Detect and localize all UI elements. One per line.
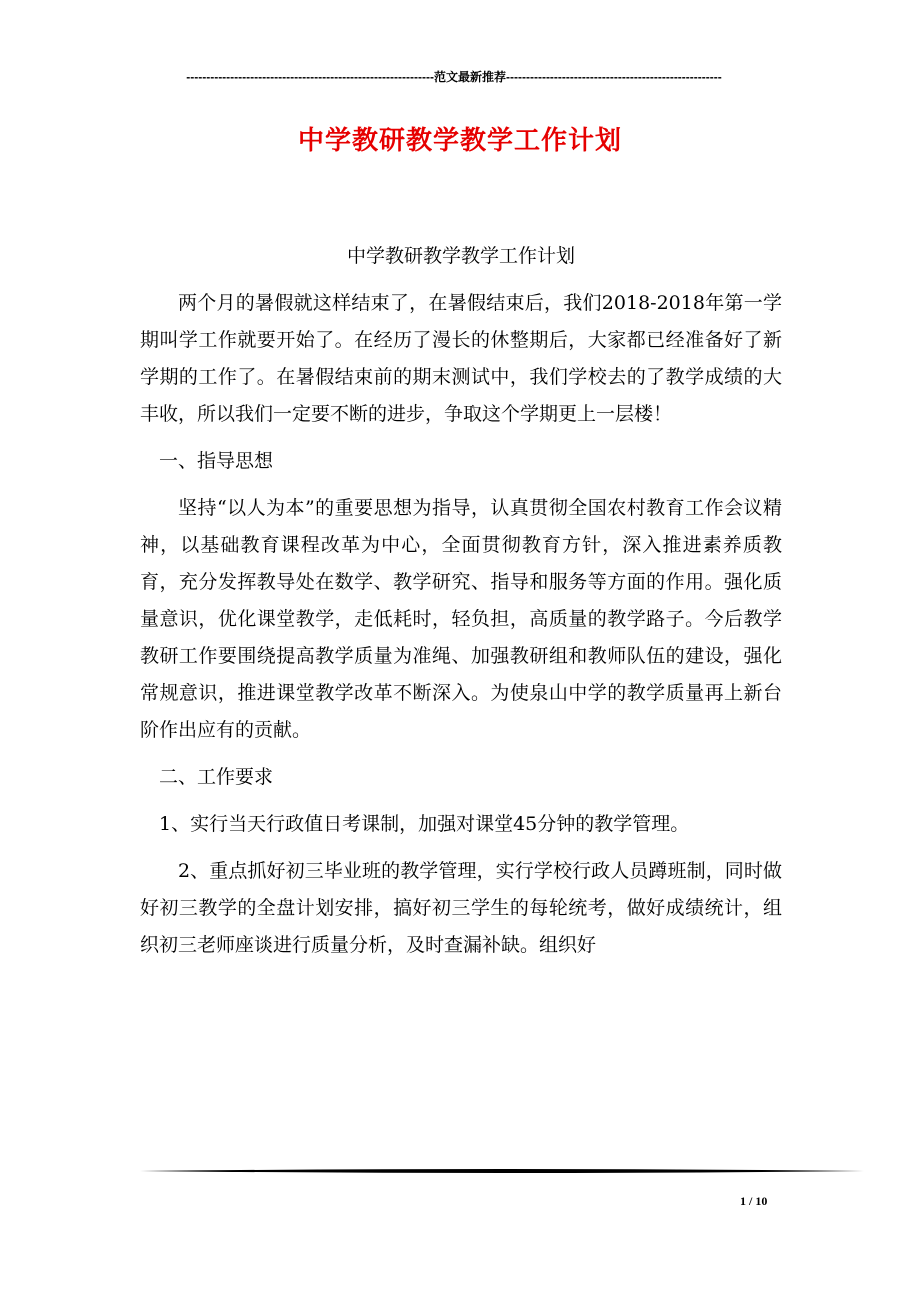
requirement-item-2: 2、重点抓好初三毕业班的教学管理，实行学校行政人员蹲班制，同时做好初三教学的全盘计划安排，搞好初三学生的每轮统考，做好成绩统计，组织初三老师座谈进行质量分析，及时查漏补缺。组织好: [140, 860, 782, 956]
intro-paragraph: 两个月的暑假就这样结束了，在暑假结束后，我们2018-2018年第一学期叫学工作就要开始了。在经历了漫长的休整期后，大家都已经准备好了新学期的工作了。在暑假结束前的期末测试中，我们学校去的了教学成绩的大丰收，所以我们一定要不断的进步，争取这个学期更上一层楼！: [140, 292, 782, 425]
footer-divider: [140, 1168, 864, 1174]
header-banner: --------------------------------------------------------------范文最新推荐------------------------------------------------------: [186, 70, 722, 84]
page-number: 1 / 10: [740, 1194, 768, 1208]
section-heading-work-requirements: 二、工作要求: [159, 766, 274, 788]
document-subtitle: 中学教研教学教学工作计划: [346, 245, 575, 267]
section-heading-guiding-ideology: 一、指导思想: [159, 450, 274, 472]
document-body: [140, 238, 782, 974]
document-title: 中学教研教学教学工作计划: [297, 126, 622, 156]
guiding-ideology-paragraph: 坚持“以人为本”的重要思想为指导，认真贯彻全国农村教育工作会议精神，以基础教育课程改革为中心，全面贯彻教育方针，深入推进素养质教育，充分发挥教导处在数学、教学研究、指导和服务等方面的作用。强化质量意识，优化课堂教学，走低耗时，轻负担，高质量的教学路子。今后教学教研工作要围绕提高教学质量为准绳、加强教研组和教师队伍的建设，强化常规意识，推进课堂教学改革不断深入。为使泉山中学的教学质量再上新台阶作出应有的贡献。: [140, 497, 782, 741]
requirement-item-1: 1、实行当天行政值日考课制，加强对课堂45分钟的教学管理。: [159, 813, 690, 835]
